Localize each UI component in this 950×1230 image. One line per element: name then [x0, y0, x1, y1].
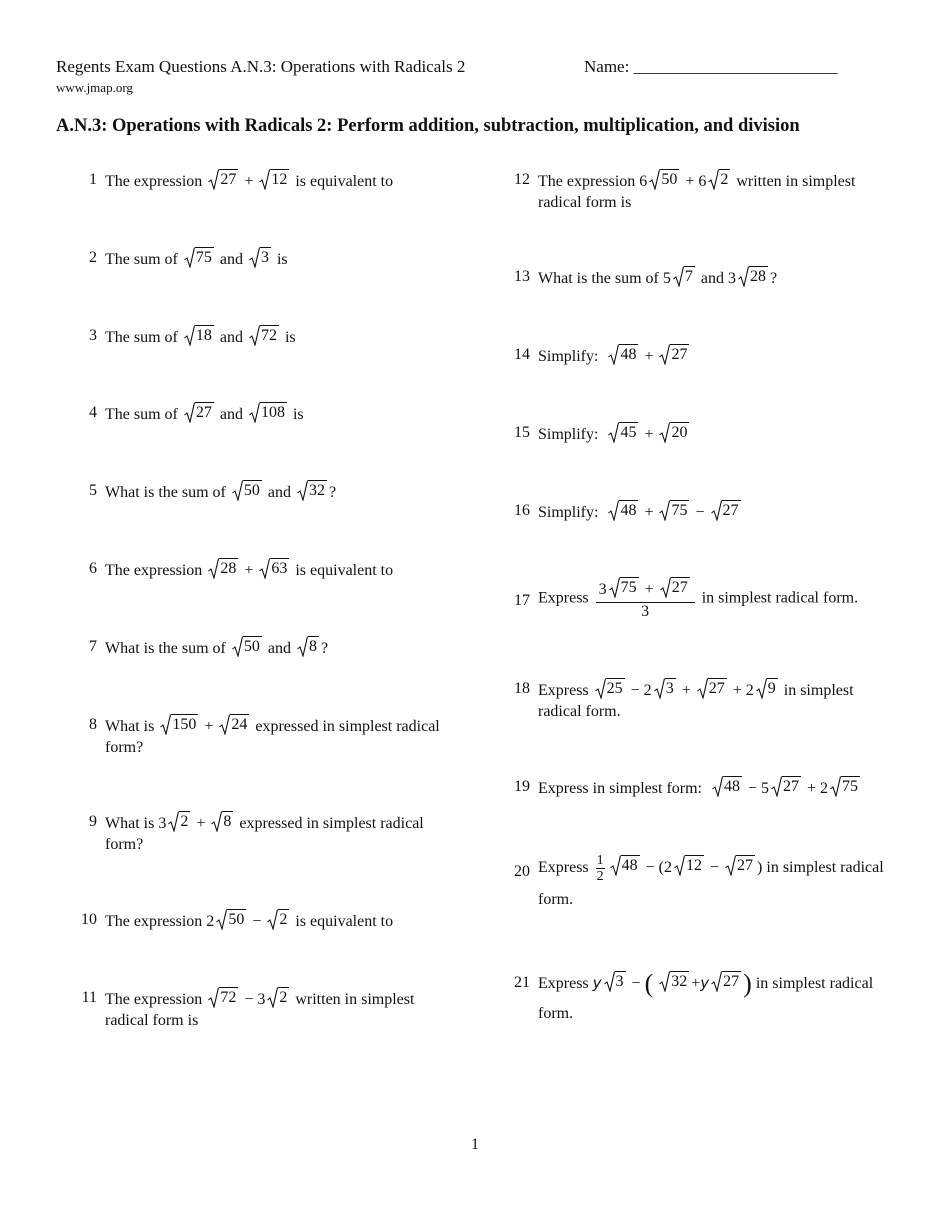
fraction-denominator: 3 — [641, 603, 650, 620]
radical — [830, 776, 860, 797]
radicand: 75 — [195, 249, 212, 266]
radical — [725, 855, 755, 876]
question-21 — [514, 968, 888, 1029]
question-text: The expression — [105, 562, 203, 579]
radicand: 2 — [180, 813, 189, 830]
question-2 — [89, 247, 455, 270]
radical — [609, 577, 639, 598]
question-number: 16 — [514, 502, 530, 519]
operator: + 6 — [685, 173, 707, 190]
variable-y: y — [592, 974, 602, 992]
radical — [711, 500, 741, 521]
question-text: Express — [538, 589, 589, 607]
radicand: 50 — [661, 171, 678, 188]
radicand: 7 — [684, 268, 693, 285]
radicand: 150 — [172, 716, 197, 733]
radicand: 27 — [783, 778, 800, 795]
question-text: Express — [538, 975, 589, 992]
operator: − 3 — [244, 991, 266, 1008]
question-text: written in simplest radical form is — [538, 173, 856, 211]
radical — [674, 855, 704, 876]
paren-open: ( — [644, 969, 654, 998]
radicand: 27 — [671, 346, 688, 363]
question-text: in simplest radical form. — [538, 975, 874, 1022]
radical — [232, 480, 262, 501]
question-number: 5 — [89, 482, 97, 499]
operator: + — [681, 682, 691, 699]
question-16 — [514, 500, 888, 523]
operator: − (2 — [645, 859, 673, 876]
variable-y: y — [700, 974, 710, 992]
question-text: is — [276, 251, 288, 268]
radical — [608, 344, 638, 365]
question-19 — [514, 776, 898, 799]
question-18 — [514, 678, 888, 722]
question-17 — [514, 577, 888, 621]
radicand: 50 — [243, 482, 260, 499]
question-text: expressed in simplest radical form? — [105, 718, 440, 756]
operator: − — [695, 504, 705, 521]
radical — [208, 169, 238, 190]
radical — [659, 971, 689, 992]
radicand: 27 — [220, 171, 237, 188]
operator: − 2 — [630, 682, 652, 699]
operator: + — [644, 426, 654, 443]
operator: + — [196, 815, 206, 832]
question-text: and — [219, 406, 243, 423]
question-text: Simplify: — [538, 426, 599, 443]
radicand: 108 — [260, 404, 285, 421]
operator: + — [644, 581, 654, 598]
radical — [738, 266, 768, 287]
question-number: 8 — [89, 716, 97, 733]
radicand: 2 — [279, 911, 288, 928]
question-number: 10 — [81, 911, 97, 928]
page-number: 1 — [471, 1136, 479, 1153]
radicand: 48 — [723, 778, 740, 795]
operator: + — [691, 975, 701, 992]
radicand: 75 — [842, 778, 859, 795]
radicand: 75 — [671, 502, 688, 519]
question-text: in simplest radical form. — [538, 859, 884, 908]
question-text: in simplest radical form. — [701, 589, 859, 607]
question-text: Simplify: — [538, 348, 599, 365]
radicand: 27 — [722, 502, 739, 519]
radical — [673, 266, 695, 287]
radical — [160, 714, 198, 735]
question-number: 11 — [81, 989, 97, 1006]
operator: − — [252, 913, 262, 930]
operator: + 2 — [732, 682, 754, 699]
radicand: 75 — [620, 579, 637, 596]
radical — [249, 325, 279, 346]
fraction — [596, 577, 695, 621]
radicand: 8 — [223, 813, 232, 830]
question-3 — [89, 325, 455, 348]
question-text: is — [292, 406, 304, 423]
radical — [267, 909, 289, 930]
radical — [249, 402, 287, 423]
radicand: 24 — [231, 716, 248, 733]
radical — [659, 422, 689, 443]
radicand: 27 — [195, 404, 212, 421]
radical — [259, 558, 289, 579]
question-text: Express — [538, 682, 589, 699]
radical — [708, 169, 730, 190]
question-number: 19 — [514, 778, 530, 795]
question-text: The expression — [105, 991, 203, 1008]
operator: + — [244, 173, 254, 190]
question-text: What is the sum of — [105, 640, 226, 657]
radical — [659, 500, 689, 521]
radicand: 50 — [228, 911, 245, 928]
radicand: 12 — [271, 171, 288, 188]
section-heading: A.N.3: Operations with Radicals 2: Perform addition, subtraction, multiplication, and division — [56, 116, 800, 136]
coefficient: 3 — [598, 581, 607, 598]
fraction-denominator: 2 — [596, 868, 604, 884]
radical — [297, 636, 319, 657]
radical — [219, 714, 249, 735]
operator: − 5 — [747, 780, 770, 797]
fraction-numerator: 1 — [596, 852, 604, 868]
radicand: 3 — [665, 680, 674, 697]
radicand: 27 — [723, 973, 740, 990]
question-number: 2 — [89, 249, 97, 266]
fraction-one-half — [596, 853, 605, 884]
radical — [249, 247, 271, 268]
radical — [654, 678, 676, 699]
radicand: 32 — [671, 973, 688, 990]
question-20 — [514, 852, 888, 915]
question-7 — [89, 636, 455, 659]
question-14 — [514, 344, 888, 367]
radical — [649, 169, 679, 190]
radicand: 50 — [243, 638, 260, 655]
question-text: What is — [105, 718, 155, 735]
radical — [712, 776, 742, 797]
question-text: and — [267, 640, 291, 657]
fraction-numerator — [596, 577, 695, 603]
question-12 — [514, 169, 888, 213]
question-text: is equivalent to — [295, 913, 394, 930]
question-text: The sum of — [105, 406, 178, 423]
operator: + — [244, 562, 254, 579]
question-text: is — [284, 329, 296, 346]
question-number: 14 — [514, 346, 530, 363]
question-4 — [89, 402, 455, 425]
radicand: 25 — [606, 680, 623, 697]
radical — [756, 678, 778, 699]
question-text: ? — [320, 640, 329, 657]
radicand: 48 — [620, 346, 637, 363]
question-text: What is the sum of — [105, 484, 226, 501]
radicand: 27 — [671, 579, 688, 596]
question-text: What is 3 — [105, 815, 167, 832]
question-number: 9 — [89, 813, 97, 830]
radical — [660, 577, 690, 598]
question-number: 21 — [514, 974, 530, 991]
radical — [595, 678, 625, 699]
question-number: 13 — [514, 268, 530, 285]
question-text: expressed in simplest radical form? — [105, 815, 424, 853]
operator: − — [631, 975, 641, 992]
question-1 — [89, 169, 455, 192]
question-text: Simplify: — [538, 504, 599, 521]
radical — [211, 811, 233, 832]
radicand: 12 — [686, 857, 703, 874]
radical — [771, 776, 801, 797]
radical — [216, 909, 246, 930]
radicand: 2 — [279, 989, 288, 1006]
radicand: 28 — [220, 560, 237, 577]
name-field-label: Name: ________________________ — [584, 57, 838, 76]
operator: + — [204, 718, 214, 735]
question-number: 12 — [514, 171, 530, 188]
radicand: 48 — [620, 502, 637, 519]
question-9 — [89, 811, 455, 855]
radical — [208, 987, 238, 1008]
question-text: The expression 2 — [105, 913, 215, 930]
radicand: 48 — [621, 857, 638, 874]
question-13 — [514, 266, 888, 289]
radicand: 27 — [708, 680, 725, 697]
radical — [232, 636, 262, 657]
paren-close: ) — [743, 969, 752, 998]
question-number: 6 — [89, 560, 97, 577]
radicand: 3 — [260, 249, 269, 266]
question-5 — [89, 480, 455, 503]
radical — [184, 325, 214, 346]
question-text: and — [219, 329, 243, 346]
operator: + 2 — [807, 780, 829, 797]
radicand: 9 — [767, 680, 776, 697]
question-text: written in simplest radical form is — [105, 991, 415, 1029]
radicand: 8 — [308, 638, 317, 655]
radical — [208, 558, 238, 579]
radicand: 72 — [220, 989, 237, 1006]
question-text: The sum of — [105, 329, 178, 346]
question-number: 3 — [89, 327, 97, 344]
question-text: The expression 6 — [538, 173, 648, 190]
question-number: 15 — [514, 424, 530, 441]
question-number: 17 — [514, 592, 530, 609]
radical — [659, 344, 689, 365]
question-text: and 3 — [700, 270, 736, 287]
radicand: 2 — [720, 171, 729, 188]
radicand: 3 — [615, 973, 624, 990]
radical — [711, 971, 741, 992]
source-url: www.jmap.org — [56, 80, 133, 95]
question-text: and — [219, 251, 243, 268]
radicand: 72 — [260, 327, 277, 344]
question-number: 4 — [89, 404, 97, 421]
question-text: is equivalent to — [295, 562, 394, 579]
question-text: ? — [769, 270, 778, 287]
question-6 — [89, 558, 455, 581]
question-number: 18 — [514, 680, 530, 697]
question-text: Express — [538, 859, 589, 876]
radicand: 27 — [737, 857, 754, 874]
question-text: What is the sum of 5 — [538, 270, 671, 287]
radical — [184, 402, 214, 423]
radicand: 20 — [671, 424, 688, 441]
radical — [697, 678, 727, 699]
question-text: and — [267, 484, 291, 501]
question-11 — [81, 987, 455, 1031]
radical — [608, 500, 638, 521]
question-number: 1 — [89, 171, 97, 188]
question-8 — [89, 714, 455, 758]
radical — [184, 247, 214, 268]
radicand: 18 — [195, 327, 212, 344]
radicand: 32 — [308, 482, 325, 499]
radical — [267, 987, 289, 1008]
question-number: 20 — [514, 863, 530, 880]
radical — [259, 169, 289, 190]
question-15 — [514, 422, 888, 445]
radicand: 63 — [271, 560, 288, 577]
question-10 — [81, 909, 455, 932]
radical — [604, 971, 626, 992]
operator: + — [644, 504, 654, 521]
worksheet-title: Regents Exam Questions A.N.3: Operations with Radicals 2 — [56, 57, 466, 76]
radical — [610, 855, 640, 876]
question-text: is equivalent to — [295, 173, 394, 190]
question-number: 7 — [89, 638, 97, 655]
radicand: 28 — [749, 268, 766, 285]
question-text: The sum of — [105, 251, 178, 268]
paren-close: ) — [757, 859, 763, 876]
question-text: The expression — [105, 173, 203, 190]
radical — [608, 422, 638, 443]
question-text: Express in simplest form: — [538, 780, 702, 797]
radicand: 45 — [620, 424, 637, 441]
operator: + — [644, 348, 654, 365]
question-text: in simplest radical form. — [538, 682, 854, 720]
radical — [297, 480, 327, 501]
radical — [168, 811, 190, 832]
question-text: ? — [328, 484, 337, 501]
operator: − — [710, 859, 720, 876]
